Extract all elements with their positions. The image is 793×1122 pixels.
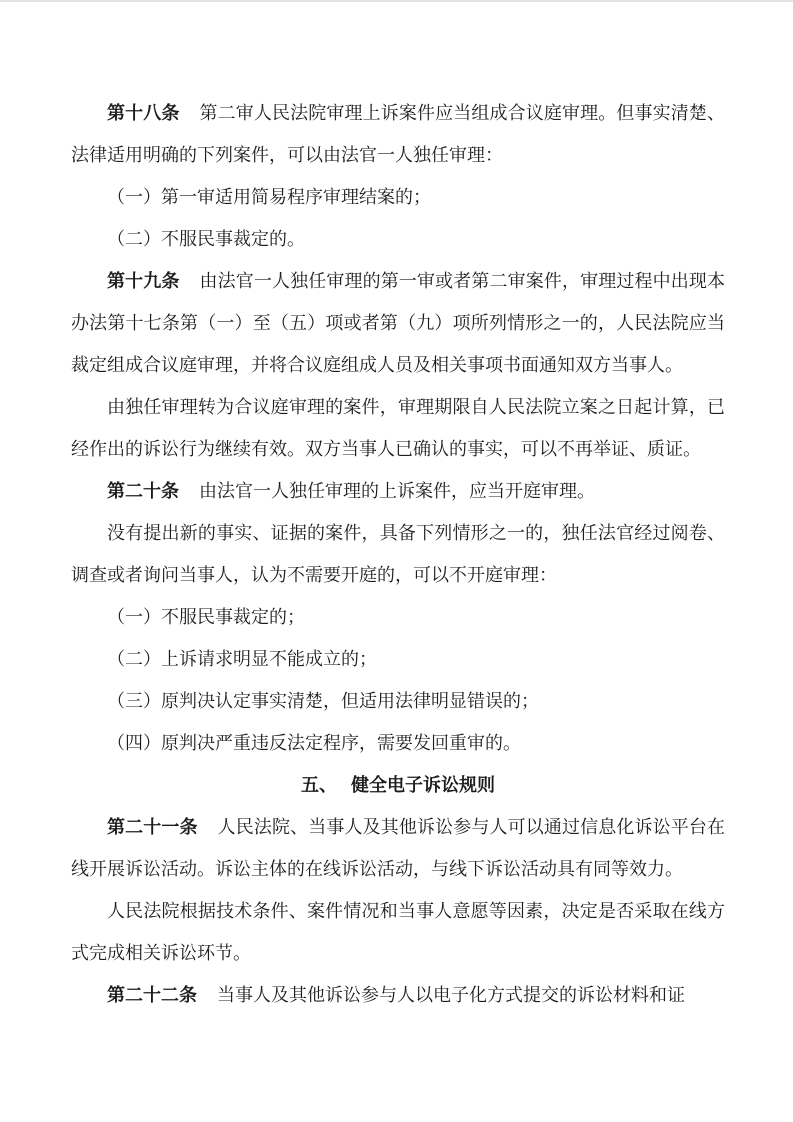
article-paragraph: [71, 92, 725, 176]
article-paragraph: [71, 806, 725, 890]
scan-top-edge: [0, 0, 793, 2]
clause-item-paragraph: [71, 596, 725, 638]
article-paragraph: [71, 470, 725, 512]
clause-item-paragraph: [71, 722, 725, 764]
article-number: 第二十二条: [107, 985, 197, 1005]
article-number: 第十九条: [107, 271, 180, 291]
article-paragraph: [71, 974, 725, 1016]
document-content: [71, 92, 725, 1016]
paragraph-text: （四）原判决严重违反法定程序，需要发回重审的。: [107, 733, 521, 753]
clause-item-paragraph: [71, 218, 725, 260]
section-heading: [71, 764, 725, 806]
body-paragraph: [71, 386, 725, 470]
paragraph-text: （一）不服民事裁定的；: [107, 607, 305, 627]
paragraph-text: 人民法院根据技术条件、案件情况和当事人意愿等因素，决定是否采取在线方式完成相关诉讼环节。: [71, 901, 725, 963]
paragraph-text: （一）第一审适用简易程序审理结案的；: [107, 187, 431, 207]
clause-item-paragraph: [71, 680, 725, 722]
article-paragraph: [71, 260, 725, 386]
section-title: 健全电子诉讼规则: [351, 775, 495, 795]
paragraph-text: 由独任审理转为合议庭审理的案件，审理期限自人民法院立案之日起计算，已经作出的诉讼行为继续有效。双方当事人已确认的事实，可以不再举证、质证。: [71, 397, 725, 459]
section-number: 五、: [301, 775, 337, 795]
paragraph-text: 当事人及其他诉讼参与人以电子化方式提交的诉讼材料和证: [217, 985, 685, 1005]
article-number: 第二十条: [107, 481, 179, 501]
paragraph-text: 由法官一人独任审理的上诉案件，应当开庭审理。: [199, 481, 595, 501]
paragraph-text: 第二审人民法院审理上诉案件应当组成合议庭审理。但事实清楚、法律适用明确的下列案件，可以由法官一人独任审理：: [71, 103, 725, 165]
body-paragraph: [71, 512, 725, 596]
article-number: 第十八条: [107, 103, 180, 123]
paragraph-text: 由法官一人独任审理的第一审或者第二审案件，审理过程中出现本办法第十七条第（一）至（五）项或者第（九）项所列情形之一的，人民法院应当裁定组成合议庭审理，并将合议庭组成人员及相关事项书面通知双方当事人。: [71, 271, 725, 375]
paragraph-text: （二）上诉请求明显不能成立的；: [107, 649, 377, 669]
body-paragraph: [71, 890, 725, 974]
article-number: 第二十一条: [107, 817, 198, 837]
paragraph-text: （三）原判决认定事实清楚，但适用法律明显错误的；: [107, 691, 539, 711]
paragraph-text: 人民法院、当事人及其他诉讼参与人可以通过信息化诉讼平台在线开展诉讼活动。诉讼主体的在线诉讼活动，与线下诉讼活动具有同等效力。: [71, 817, 725, 879]
paragraph-text: （二）不服民事裁定的。: [107, 229, 305, 249]
paragraph-text: 没有提出新的事实、证据的案件，具备下列情形之一的，独任法官经过阅卷、调查或者询问当事人，认为不需要开庭的，可以不开庭审理：: [71, 523, 725, 585]
clause-item-paragraph: [71, 176, 725, 218]
clause-item-paragraph: [71, 638, 725, 680]
